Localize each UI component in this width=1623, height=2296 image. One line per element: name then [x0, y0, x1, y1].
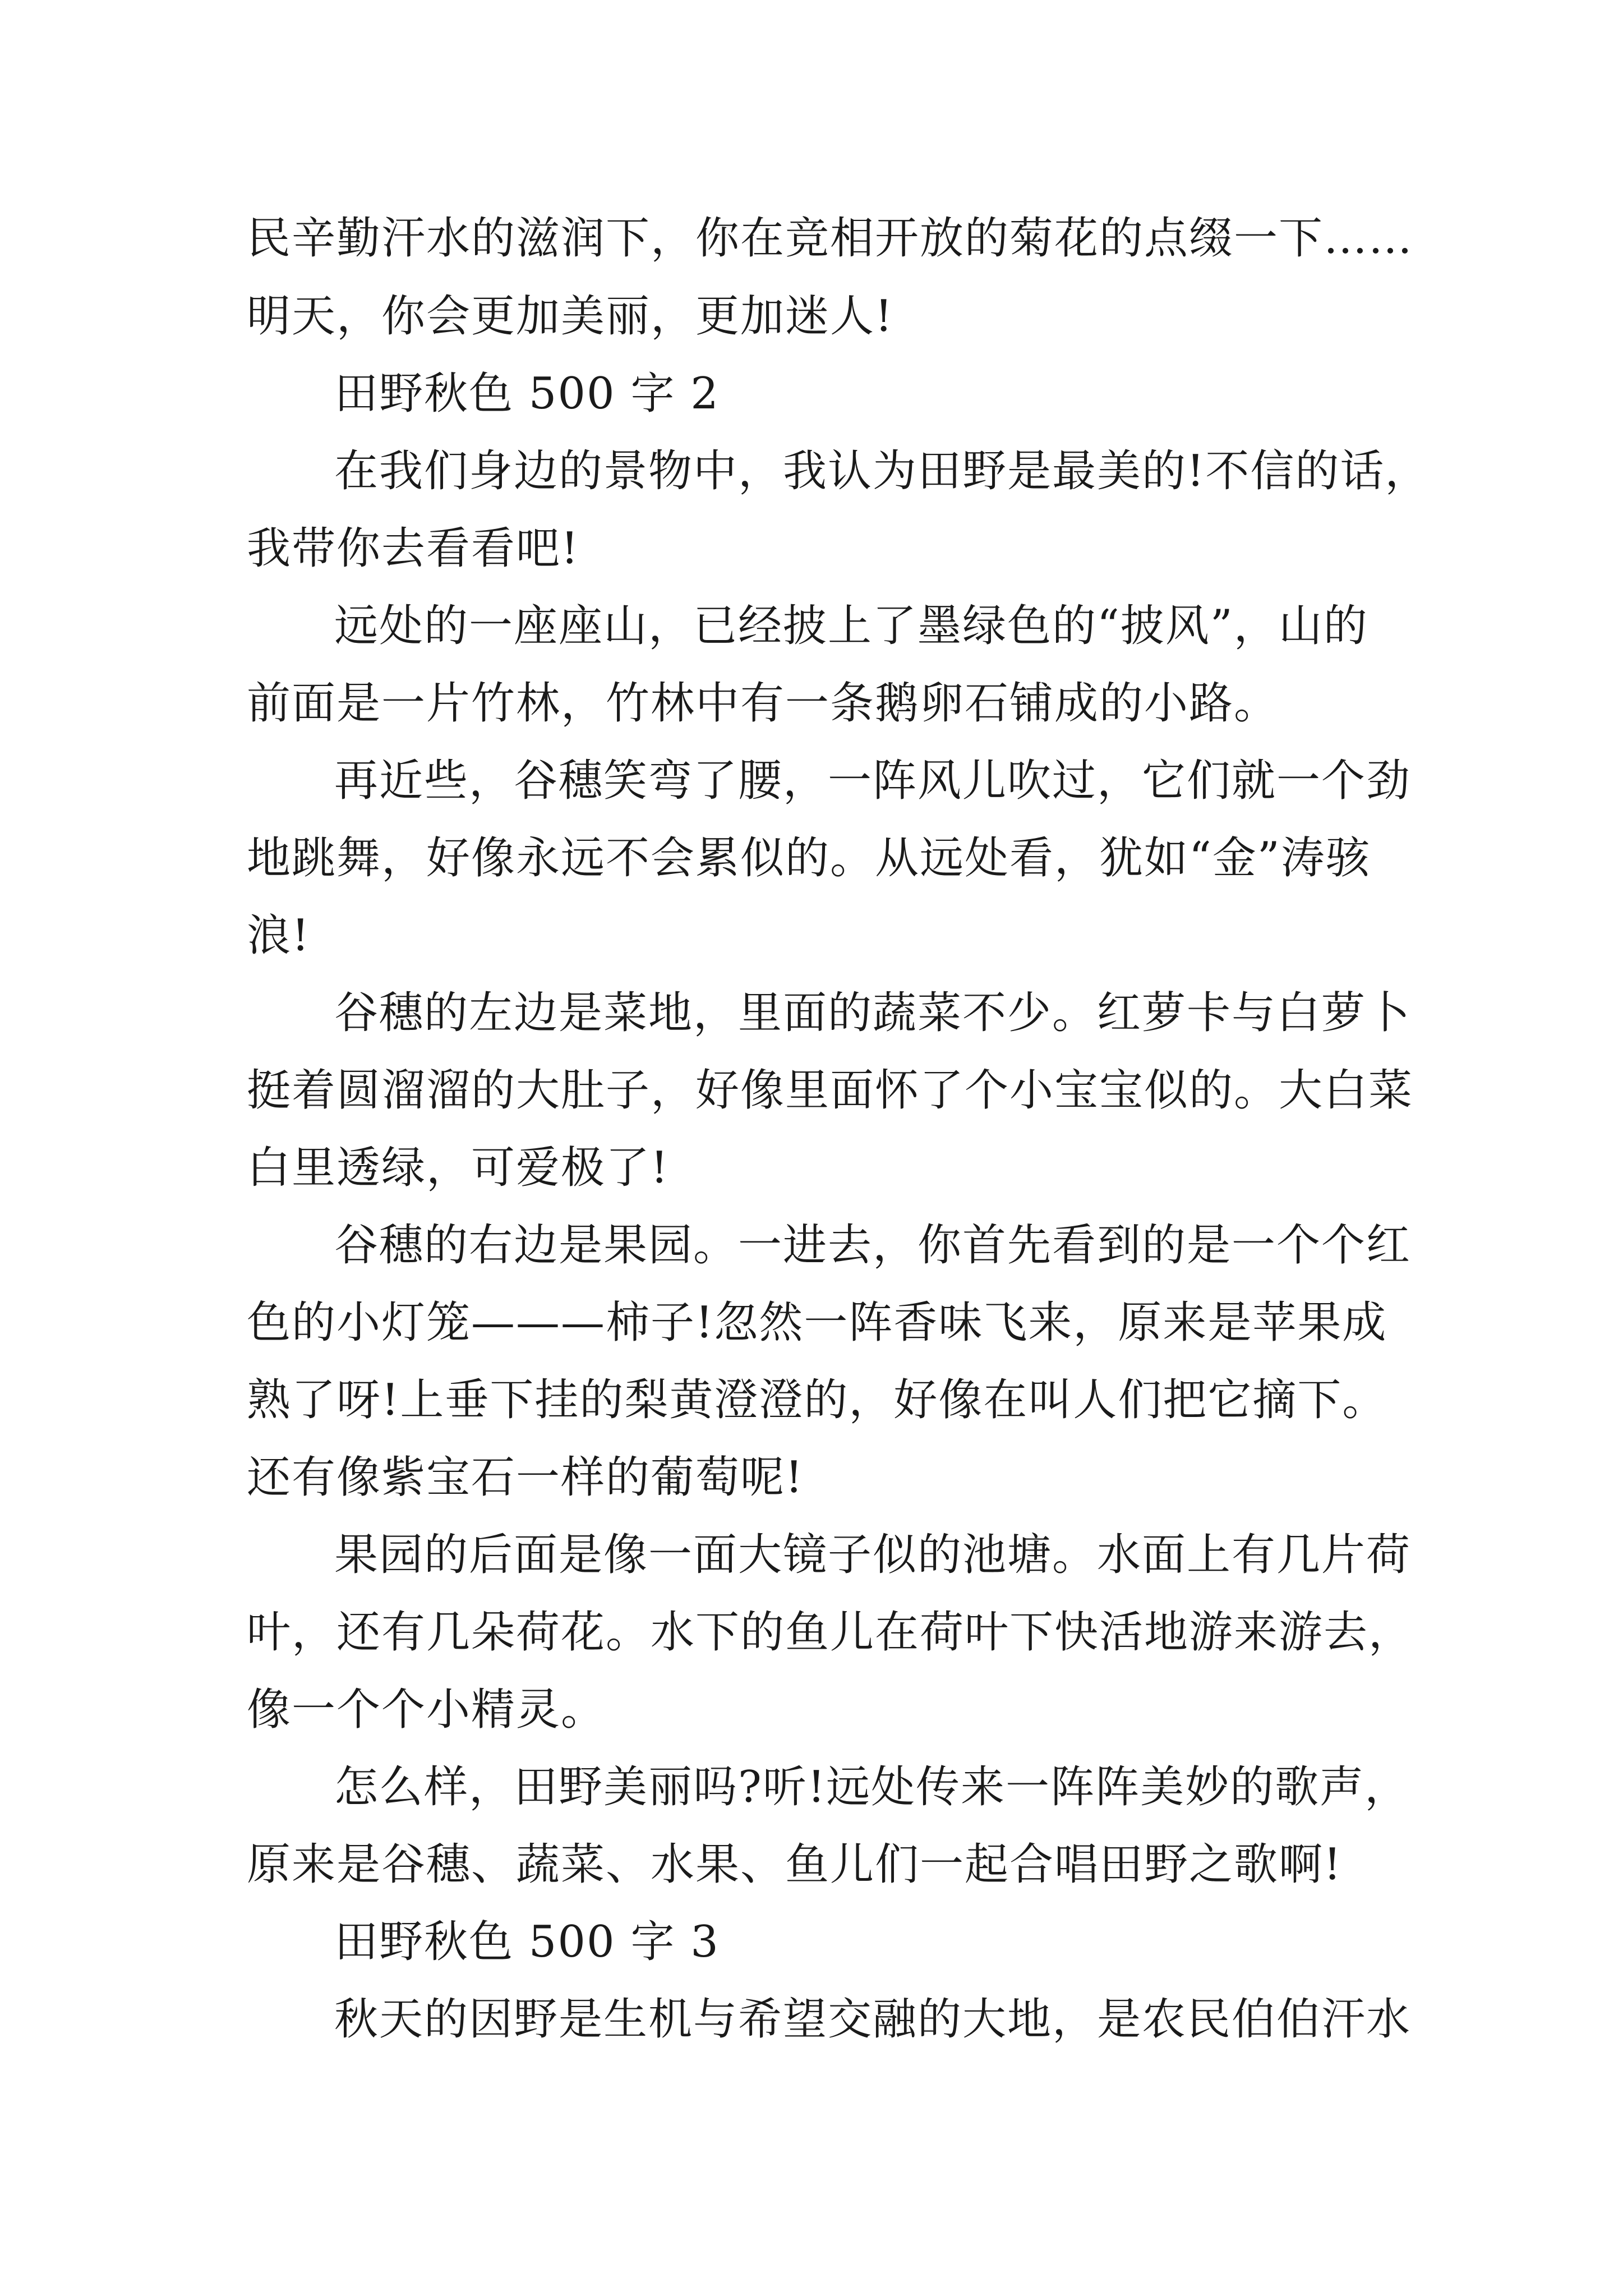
text-line-14: 谷穗的右边是果园。一进去，你首先看到的是一个个红 [334, 1220, 1412, 1271]
text-line-16: 熟了呀!上垂下挂的梨黄澄澄的，好像在叫人们把它摘下。 [247, 1375, 1387, 1425]
text-line-15: 色的小灯笼———柿子!忽然一阵香味飞来，原来是苹果成 [247, 1297, 1387, 1348]
section-heading-2: 田野秋色 500 字 2 [334, 369, 720, 419]
text-line-17: 还有像紫宝石一样的葡萄呢! [247, 1452, 804, 1503]
text-line-13: 白里透绿，可爱极了! [247, 1143, 670, 1193]
section-heading-3: 田野秋色 500 字 3 [334, 1917, 720, 1967]
text-line-9: 地跳舞，好像永远不会累似的。从远处看，犹如“金”涛骇 [247, 833, 1371, 884]
text-line-7: 前面是一片竹林，竹林中有一条鹅卵石铺成的小路。 [247, 678, 1279, 729]
text-line-4: 在我们身边的景物中，我认为田野是最美的!不信的话， [334, 446, 1430, 496]
text-line-1: 民辛勤汗水的滋润下，你在竞相开放的菊花的点缀一下…… [247, 213, 1414, 264]
text-line-5: 我带你去看看吧! [247, 523, 580, 574]
text-line-20: 像一个个小精灵。 [247, 1685, 606, 1735]
text-line-19: 叶，还有几朵荷花。水下的鱼儿在荷叶下快活地游来游去， [247, 1607, 1414, 1658]
text-line-6: 远处的一座座山，已经披上了墨绿色的“披风”，山的 [334, 601, 1368, 651]
text-line-8: 再近些，谷穗笑弯了腰，一阵风儿吹过，它们就一个劲 [334, 756, 1412, 806]
text-line-21: 怎么样，田野美丽吗?听!远处传来一阵阵美妙的歌声， [334, 1762, 1410, 1812]
text-line-11: 谷穗的左边是菜地，里面的蔬菜不少。红萝卡与白萝卜 [334, 988, 1412, 1038]
text-line-2: 明天，你会更加美丽，更加迷人! [247, 291, 894, 342]
text-line-10: 浪! [247, 910, 311, 961]
text-line-12: 挺着圆溜溜的大肚子，好像里面怀了个小宝宝似的。大白菜 [247, 1065, 1414, 1116]
text-line-24: 秋天的因野是生机与希望交融的大地，是农民伯伯汗水 [334, 1994, 1412, 2045]
text-line-22: 原来是谷穗、蔬菜、水果、鱼儿们一起合唱田野之歌啊! [247, 1839, 1343, 1890]
text-line-18: 果园的后面是像一面大镜子似的池塘。水面上有几片荷 [334, 1530, 1412, 1580]
